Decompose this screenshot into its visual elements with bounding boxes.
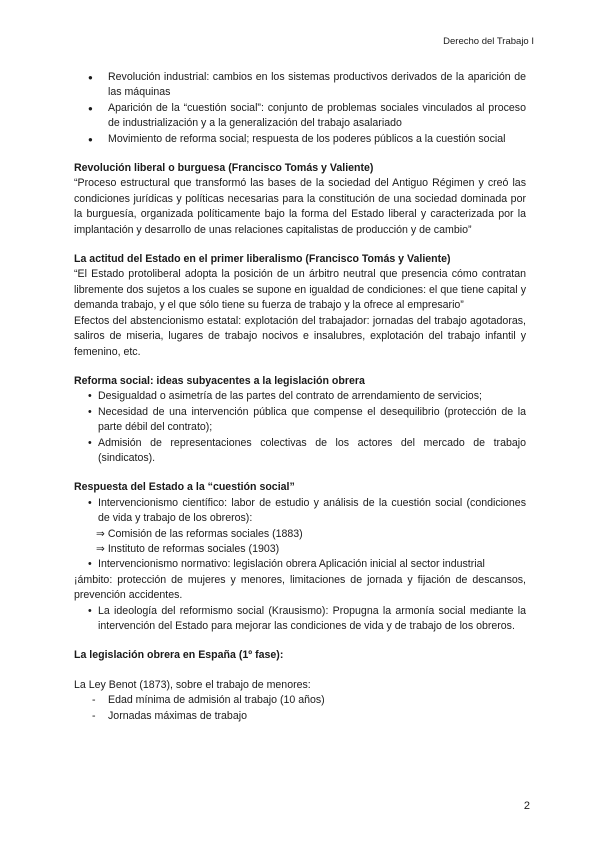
respuesta-bullet-list-3 <box>74 604 526 635</box>
section-quote: “Proceso estructural que transformó las bases de la sociedad del Antiguo Régimen y creó las condiciones jurídicas y políticas necesarias para la constitución de una sociedad dominada por la burguesía, organizada políticamente bajo la forma del Estado liberal y caracterizada por la implantación y desarrollo de unas relaciones capitalistas de producción y de cambio” <box>74 177 526 236</box>
section-title: La legislación obrera en España (1º fase): <box>74 649 284 662</box>
section-revolucion-liberal <box>74 161 526 238</box>
section-actitud-estado <box>74 252 526 360</box>
respuesta-bullet-list-2 <box>74 557 526 572</box>
intro-bullet-list <box>74 70 526 147</box>
respuesta-bullet-list <box>74 496 526 527</box>
list-item: ● Revolución industrial: cambios en los sistemas productivos derivados de la aparición de las máquinas <box>74 70 526 101</box>
list-item: ● Movimiento de reforma social; respuesta de los poderes públicos a la cuestión social <box>74 132 526 147</box>
list-item: • La ideología del reformismo social (Krausismo): Propugna la armonía social mediante la intervención del Estado para mejorar las condiciones de vida y de trabajo de los obreros. <box>74 604 526 635</box>
list-item: ⇒ Instituto de reformas sociales (1903) <box>96 542 280 555</box>
list-item: • Intervencionismo normativo: legislación obrera Aplicación inicial al sector industrial <box>74 557 526 572</box>
section-paragraph: La Ley Benot (1873), sobre el trabajo de menores: <box>74 678 311 691</box>
section-title: Revolución liberal o burguesa (Francisco Tomás y Valiente) <box>74 162 374 175</box>
section-paragraph: Efectos del abstencionismo estatal: explotación del trabajador: jornadas del trabajo agotadoras, saliros de miseria, lugares de trabajo nocivos e insalubres, explotación del trabajo infantil y femenino, etc. <box>74 314 526 358</box>
list-item: • Admisión de representaciones colectivas de los actores del mercado de trabajo (sindicatos). <box>74 436 526 467</box>
respuesta-sub-list <box>74 527 526 558</box>
ley-benot-list <box>74 693 526 724</box>
section-quote: “El Estado protoliberal adopta la posición de un árbitro neutral que presencia cómo contratan libremente dos sujetos a los cuales se supone en igualdad de condiciones: el que tiene capital y demanda trabajo, y el que sólo tiene su fuerza de trabajo y la ofrece al empresario” <box>74 268 526 312</box>
page-number: 2 <box>523 800 530 812</box>
section-reforma-social <box>74 374 526 466</box>
reforma-bullet-list <box>74 389 526 466</box>
document-body <box>74 70 526 724</box>
list-item: • Desigualdad o asimetría de las partes del contrato de arrendamiento de servicios; <box>74 389 526 404</box>
section-respuesta-estado <box>74 480 526 634</box>
list-item: ⇒ Comisión de las reformas sociales (1883) <box>96 527 303 540</box>
section-legislacion-obrera <box>74 648 526 724</box>
section-paragraph: ¡ámbito: protección de mujeres y menores, limitaciones de jornada y fijación de descansos, prevención accidentes. <box>74 573 526 602</box>
page-header: Derecho del Trabajo I <box>443 36 534 47</box>
section-title: La actitud del Estado en el primer liberalismo (Francisco Tomás y Valiente) <box>74 253 451 266</box>
list-item: ● Aparición de la “cuestión social”: conjunto de problemas sociales vinculados al proceso de industrialización y a la generalización del trabajo asalariado <box>74 101 526 132</box>
list-item: • Necesidad de una intervención pública que compense el desequilibrio (protección de la parte débil del contrato); <box>74 405 526 436</box>
list-item: • Intervencionismo científico: labor de estudio y análisis de la cuestión social (condiciones de vida y trabajo de los obreros): <box>74 496 526 527</box>
list-item: - Jornadas máximas de trabajo <box>74 709 526 724</box>
section-title: Reforma social: ideas subyacentes a la legislación obrera <box>74 374 365 387</box>
list-item: - Edad mínima de admisión al trabajo (10 años) <box>74 693 526 708</box>
section-title: Respuesta del Estado a la “cuestión social” <box>74 481 295 494</box>
